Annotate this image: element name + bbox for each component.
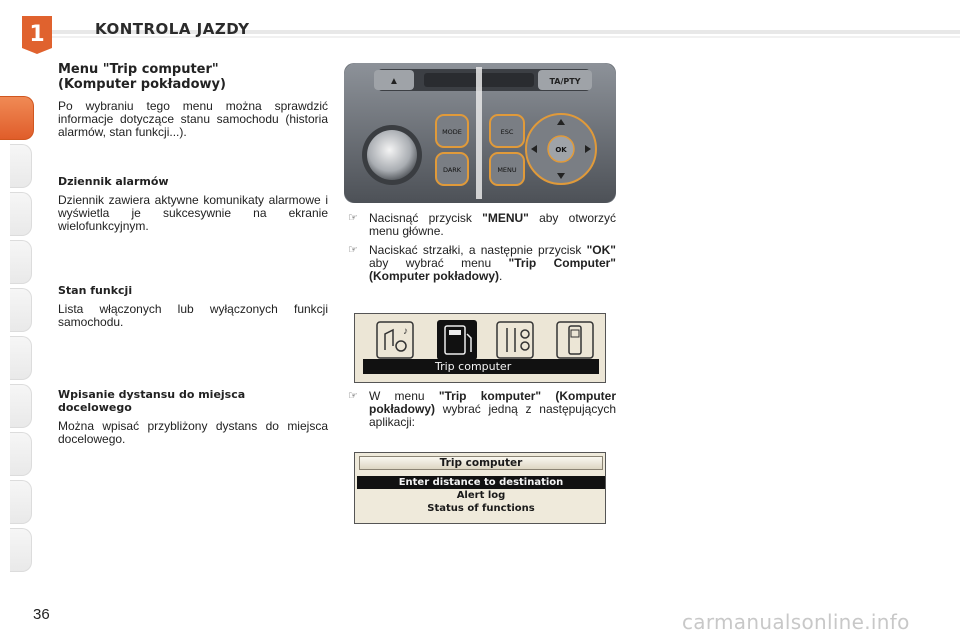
- steps-part1: [348, 212, 616, 289]
- chapter-tab-7[interactable]: [10, 384, 32, 428]
- status-title: Stan funkcji: [58, 284, 133, 297]
- trip-computer-display-title: Trip computer: [359, 456, 603, 470]
- main-menu-icons: [363, 320, 599, 360]
- esc-label: ESC: [500, 128, 514, 136]
- chapter-tab-3[interactable]: [10, 192, 32, 236]
- chapter-tab-1[interactable]: [0, 96, 34, 140]
- intro-section: [58, 62, 328, 139]
- trip-computer-display-image: [354, 452, 606, 524]
- step1-text-end: aby otworzyć menu główne.: [369, 211, 616, 238]
- alarm-log-title: Dziennik alarmów: [58, 175, 169, 188]
- page-title: KONTROLA JAZDY: [95, 20, 250, 38]
- svg-text:♪: ♪: [403, 326, 408, 337]
- chapter-tab-9[interactable]: [10, 480, 32, 524]
- trip-computer-menu-icon[interactable]: [437, 320, 477, 360]
- chapter-tab-10[interactable]: [10, 528, 32, 572]
- pointing-hand-icon: ☞: [348, 212, 358, 224]
- step3-text-end: wybrać jedną z następujących aplikacji:: [369, 402, 616, 429]
- chapter-tab-2[interactable]: [10, 144, 32, 188]
- panel-separator: [476, 67, 482, 199]
- phone-menu-icon[interactable]: [557, 322, 593, 358]
- step3-bold: "Trip komputer" (Komputer pokładowy): [369, 389, 616, 416]
- distance-title: [58, 388, 328, 414]
- audio-menu-icon[interactable]: [377, 322, 413, 358]
- section-title-line2: (Komputer pokładowy): [58, 77, 226, 92]
- pointing-hand-icon: ☞: [348, 390, 358, 402]
- step2-bold-ok: "OK": [586, 243, 616, 257]
- distance-title-line1: Wpisanie dystansu do miejsca: [58, 388, 246, 401]
- mode-label: MODE: [442, 128, 462, 136]
- step-press-menu: [348, 212, 616, 238]
- menu-item-status-of-functions[interactable]: Status of functions: [427, 503, 535, 514]
- ok-label: OK: [555, 146, 567, 154]
- main-menu-selected-label: Trip computer: [363, 359, 599, 374]
- step2-bold-menu: "Trip Computer" (Komputer pokładowy): [369, 256, 616, 283]
- menu-item-enter-distance[interactable]: Enter distance to destination: [357, 476, 605, 489]
- chapter-tab-8[interactable]: [10, 432, 32, 476]
- chapter-tab-6[interactable]: [10, 336, 32, 380]
- status-section: [58, 284, 328, 329]
- dark-label: DARK: [442, 166, 462, 174]
- step2-text-mid: aby wybrać menu: [369, 256, 509, 270]
- distance-section: [58, 388, 328, 446]
- settings-menu-icon[interactable]: [497, 322, 533, 358]
- step-select-trip-computer: [348, 244, 616, 283]
- chapter-badge: [20, 14, 54, 54]
- chapter-tabs: [0, 66, 34, 576]
- chapter-tab-4[interactable]: [10, 240, 32, 284]
- menu-label: MENU: [497, 166, 517, 174]
- main-menu-display-image: [354, 313, 606, 383]
- step1-text: Nacisnąć przycisk: [369, 211, 483, 225]
- step3-text: W menu: [369, 389, 439, 403]
- menu-item-alert-log[interactable]: Alert log: [456, 490, 506, 501]
- steps-part2: [348, 390, 616, 435]
- watermark: carmanualsonline.info: [682, 610, 910, 634]
- step2-text-end: .: [499, 269, 503, 283]
- chapter-tab-5[interactable]: [10, 288, 32, 332]
- volume-knob[interactable]: [367, 130, 417, 180]
- distance-title-line2: docelowego: [58, 401, 132, 414]
- section-title: [58, 62, 328, 92]
- step-choose-application: [348, 390, 616, 429]
- chapter-number: 1: [29, 22, 45, 47]
- radio-control-panel-image: [344, 63, 616, 203]
- step2-text: Naciskać strzałki, a następnie przycisk: [369, 243, 587, 257]
- section-title-line1: Menu "Trip computer": [58, 62, 219, 77]
- alarm-log-text: Dziennik zawiera aktywne komunikaty alarmowe i wyświetla je sukcesywnie na ekranie wielofunkcyjnym.: [58, 193, 328, 233]
- intro-paragraph: Po wybraniu tego menu można sprawdzić informacje dotyczące stanu samochodu (historia alarmów, stan funkcji...).: [58, 99, 328, 139]
- step1-bold: "MENU": [482, 211, 529, 225]
- status-text: Lista włączonych lub wyłączonych funkcji samochodu.: [58, 302, 328, 329]
- ta-pty-label: TA/PTY: [549, 77, 581, 86]
- alarm-log-section: [58, 175, 328, 233]
- page-number: 36: [33, 606, 50, 623]
- pointing-hand-icon: ☞: [348, 244, 358, 256]
- radio-panel-drawing: [344, 63, 616, 203]
- eject-icon: ▲: [389, 76, 399, 87]
- distance-text: Można wpisać przybliżony dystans do miejsca docelowego.: [58, 419, 328, 446]
